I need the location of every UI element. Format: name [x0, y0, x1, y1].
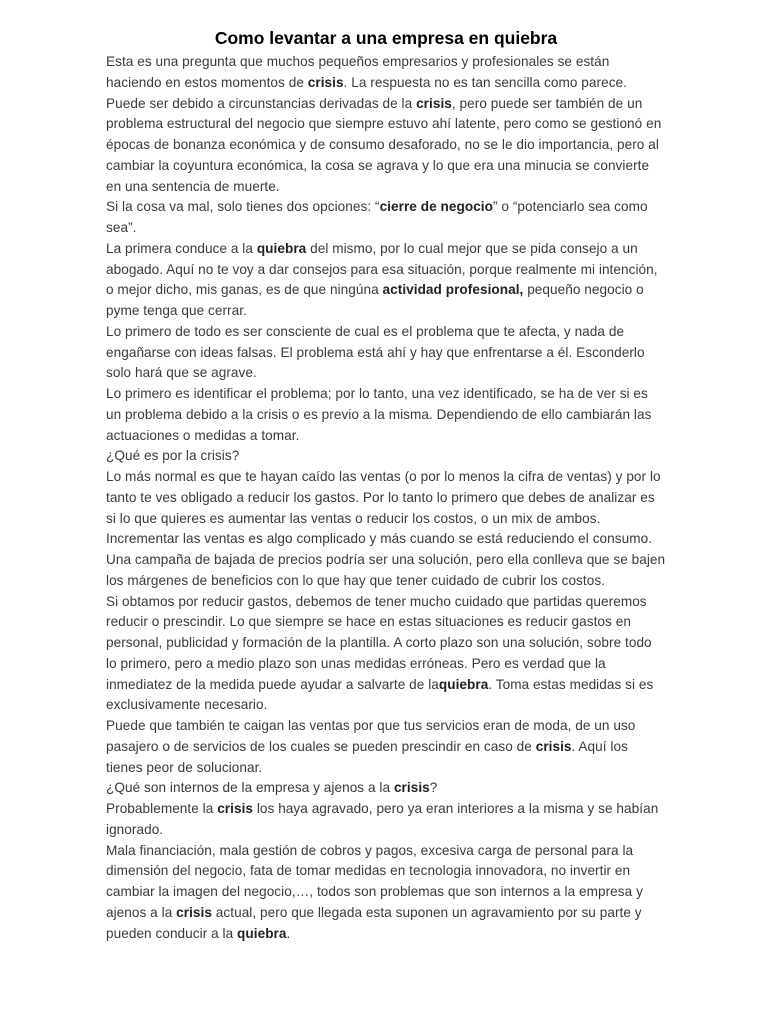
- text-run: Lo más normal es que te hayan caído las ventas (o por lo menos la cifra de ventas) y por lo tanto te ves obligado a reducir los gastos. Por lo tanto lo primero que debes de analizar es si lo que quieres es aumentar las ventas o reducir los costos, o un mix de ambos.: [106, 469, 661, 526]
- text-run: Esta es una pregunta que muchos pequeños empresarios y profesionales se están haciendo en estos momentos de: [106, 54, 610, 90]
- text-run: actual, pero que llegada esta suponen un agravamiento por su parte y pueden conducir a la: [106, 904, 642, 941]
- text-run: Probablemente la: [106, 801, 218, 816]
- paragraph: [106, 716, 666, 778]
- bold-text: cierre de negocio: [379, 199, 493, 215]
- bold-text: crisis: [217, 801, 254, 816]
- paragraph: [106, 52, 666, 94]
- paragraph: [106, 94, 666, 198]
- bold-text: crisis: [535, 738, 572, 754]
- text-run: .: [286, 925, 291, 941]
- paragraph: [106, 799, 666, 841]
- paragraph: [106, 446, 666, 467]
- text-run: Incrementar las ventas es algo complicado y más cuando se está reduciendo el consumo. Una campaña de bajada de precios podría ser una solución, pero ella conlleva que se bajen los márgenes de beneficios con lo que hay que tener cuidado de cubrir los costos.: [106, 531, 666, 588]
- paragraph: [106, 592, 666, 717]
- text-run: Lo primero es identificar el problema; por lo tanto, una vez identificado, se ha de ver si es un problema debido a la crisis o es previo a la misma. Dependiendo de ello cambiarán las actuaciones o medidas a tomar.: [106, 386, 652, 443]
- text-run: Lo primero de todo es ser consciente de cual es el problema que te afecta, y nada de engañarse con ideas falsas. El problema está ahí y hay que enfrentarse a él. Esconderlo solo hará que se agrave.: [106, 323, 645, 381]
- paragraph: [106, 197, 666, 239]
- text-run: ?: [429, 780, 438, 796]
- paragraph: [106, 529, 666, 591]
- text-run: Puede ser debido a circunstancias derivadas de la: [106, 95, 417, 111]
- bold-text: actividad profesional,: [382, 282, 524, 298]
- text-run: del mismo, por lo cual mejor que se pida consejo a un abogado. Aquí no te voy a dar consejos para esa situación, porque realmente mi intención, o mejor dicho, mis ganas, es de que ningúna: [106, 240, 658, 298]
- bold-text: quiebra: [256, 240, 307, 256]
- text-run: Si la cosa va mal, solo tienes dos opciones: “: [106, 199, 380, 215]
- bold-text: crisis: [416, 95, 452, 111]
- paragraph: [106, 841, 666, 945]
- paragraph: [106, 322, 666, 384]
- text-run: ” o “potenciarlo sea como sea”.: [106, 199, 648, 235]
- bold-text: crisis: [307, 74, 344, 90]
- text-run: Si obtamos por reducir gastos, debemos de tener mucho cuidado que partidas queremos reducir o prescindir. Lo que siempre se hace en estas situaciones es reducir gastos en personal, publicidad y formación de la plantilla. A corto plazo son una solución, sobre todo lo primero, pero a medio plazo son unas medidas erróneas. Pero es verdad que la inmediatez de la medida puede ayudar a salvarte de la: [106, 593, 652, 692]
- bold-text: crisis: [393, 780, 430, 796]
- paragraph: [106, 384, 666, 446]
- text-run: , pero puede ser también de un problema estructural del negocio que siempre estuvo ahí latente, pero como se gestionó en épocas de bonanza económica y de consumo desaforado, no se le dio importancia, pero al cambiar la coyuntura económica, la cosa se agrava y lo que era una minucia se convierte en una sentencia de muerte.: [106, 95, 662, 194]
- text-run: . La respuesta no es tan sencilla como parece.: [343, 74, 627, 90]
- document-page: [106, 26, 666, 944]
- bold-text: crisis: [176, 904, 212, 920]
- bold-text: quiebra: [237, 925, 287, 941]
- text-run: . Toma estas medidas si es exclusivamente necesario.: [106, 676, 654, 713]
- text-run: Puede que también te caigan las ventas por que tus servicios eran de moda, de un uso pasajero o de servicios de los cuales se pueden prescindir en caso de: [106, 718, 636, 754]
- text-run: ¿Qué son internos de la empresa y ajenos a la: [106, 780, 394, 796]
- paragraph: [106, 239, 666, 322]
- document-title: Como levantar a una empresa en quiebra: [214, 28, 558, 48]
- paragraph: [106, 778, 666, 799]
- document-body: [106, 52, 666, 944]
- text-run: ¿Qué es por la crisis?: [106, 448, 240, 464]
- text-run: pequeño negocio o pyme tenga que cerrar.: [106, 282, 644, 318]
- bold-text: quiebra: [438, 676, 489, 692]
- text-run: . Aquí los tienes peor de solucionar.: [106, 738, 628, 775]
- text-run: Mala financiación, mala gestión de cobros y pagos, excesiva carga de personal para la dimensión del negocio, fata de tomar medidas en tecnologia innovadora, no invertir en cambiar la imagen del negocio,…, todos son problemas que son internos a la empresa y ajenos a la: [106, 842, 643, 920]
- text-run: los haya agravado, pero ya eran interiores a la misma y se habían ignorado.: [106, 801, 659, 837]
- paragraph: [106, 467, 666, 529]
- text-run: La primera conduce a la: [106, 240, 257, 256]
